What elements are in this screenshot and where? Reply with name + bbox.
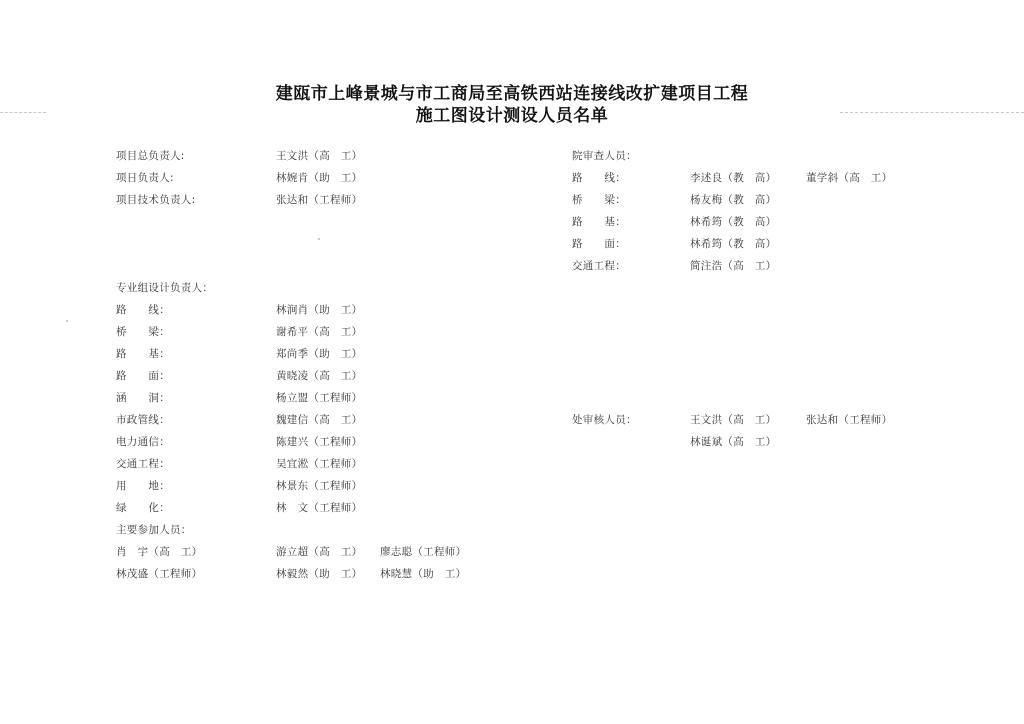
role-label: 路 面： bbox=[116, 370, 170, 382]
role-label: 项目技术负责人: bbox=[116, 194, 196, 206]
person-name: 林希筠（教 高） bbox=[690, 216, 777, 228]
person-name: 游立超（高 工） bbox=[276, 546, 363, 558]
role-label: 绿 化： bbox=[116, 502, 170, 514]
role-label: 路 面： bbox=[572, 238, 626, 250]
person-name: 林毅然（助 工） bbox=[276, 568, 363, 580]
person-name: 李述良（教 高） bbox=[690, 172, 777, 184]
document-subtitle: 施工图设计测设人员名单 bbox=[415, 106, 609, 126]
role-label: 项日负责人: bbox=[116, 172, 174, 184]
role-label: 桥 梁： bbox=[572, 194, 626, 206]
person-name: 谢希平（高 工） bbox=[276, 326, 363, 338]
role-label: 桥 梁： bbox=[116, 326, 170, 338]
section-header-participants: 主要参加人员： bbox=[116, 524, 192, 536]
person-name: 张达和（工程师） bbox=[806, 414, 893, 426]
person-name: 林希筠（教 高） bbox=[690, 238, 777, 250]
person-name: 肖 宇（高 工） bbox=[116, 546, 203, 558]
document-title: 建瓯市上峰景城与市工商局至高铁西站连接线改扩建项目工程 bbox=[275, 84, 749, 104]
person-name: 吴宜淞（工程师） bbox=[276, 458, 363, 470]
person-name: 林涧肖（助 工） bbox=[276, 304, 363, 316]
role-label: 路 基： bbox=[116, 348, 170, 360]
person-name: 林 文（工程师） bbox=[276, 502, 363, 514]
scan-speck bbox=[318, 238, 320, 240]
person-name: 王文洪（高 工） bbox=[690, 414, 777, 426]
section-header-reviewers: 院审查人员： bbox=[572, 150, 637, 162]
person-name: 杨友梅（教 高） bbox=[690, 194, 777, 206]
person-name: 杨立盟（工程师） bbox=[276, 392, 363, 404]
person-name: 林诞斌（高 工） bbox=[690, 436, 777, 448]
person-name: 董学斜（高 工） bbox=[806, 172, 893, 184]
person-name: 王文洪（高 工） bbox=[276, 150, 363, 162]
role-label: 路 基： bbox=[572, 216, 626, 228]
person-name: 张达和（工程师） bbox=[276, 194, 363, 206]
role-label: 交通工程： bbox=[572, 260, 626, 272]
person-name: 廖志聪（工程师） bbox=[380, 546, 467, 558]
person-name: 林茂盛（工程师） bbox=[116, 568, 203, 580]
person-name: 郑尚季（助 工） bbox=[276, 348, 363, 360]
person-name: 林婉肯（助 工） bbox=[276, 172, 363, 184]
person-name: 林晓慧（助 工） bbox=[380, 568, 467, 580]
person-name: 简注浩（高 工） bbox=[690, 260, 777, 272]
role-label: 市政管线： bbox=[116, 414, 170, 426]
role-label: 项目总负责人: bbox=[116, 150, 185, 162]
person-name: 陈建兴（工程师） bbox=[276, 436, 363, 448]
person-name: 魏建信（高 工） bbox=[276, 414, 363, 426]
section-header-office-reviewers: 处审核人员： bbox=[572, 414, 637, 426]
role-label: 电力通信： bbox=[116, 436, 170, 448]
role-label: 交通工程： bbox=[116, 458, 170, 470]
role-label: 用 地： bbox=[116, 480, 170, 492]
person-name: 黄晓凌（高 工） bbox=[276, 370, 363, 382]
person-name: 林景东（工程师） bbox=[276, 480, 363, 492]
role-label: 涵 洞： bbox=[116, 392, 170, 404]
role-label: 路 线： bbox=[116, 304, 170, 316]
scan-speck bbox=[66, 320, 68, 322]
section-header-specialty: 专业组设计负责人： bbox=[116, 282, 214, 294]
role-label: 路 线： bbox=[572, 172, 626, 184]
